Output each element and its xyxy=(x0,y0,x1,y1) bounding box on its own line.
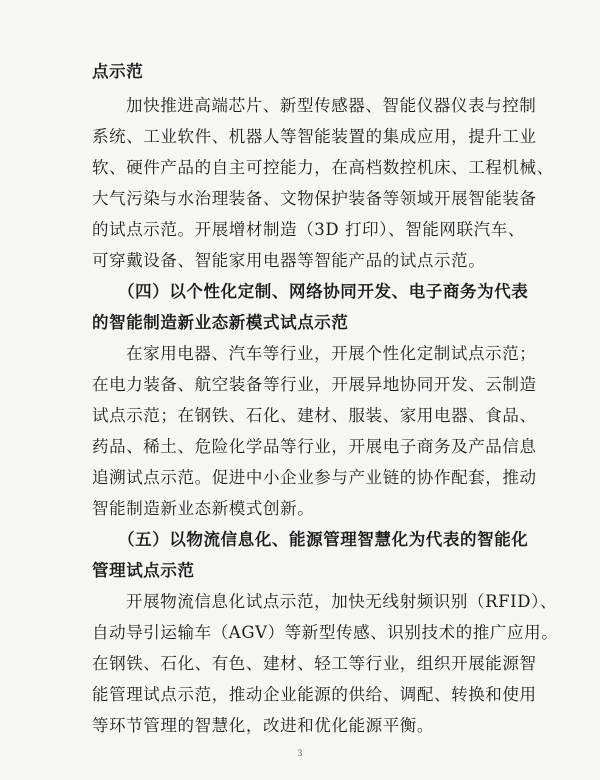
text-line: 系统、工业软件、机器人等智能装置的集成应用，提升工业 xyxy=(92,127,537,146)
text-line: 等环节管理的智慧化，改进和优化能源平衡。 xyxy=(92,716,434,735)
text-line: 药品、稀土、危险化学品等行业，开展电子商务及产品信息 xyxy=(92,437,537,456)
text-line: 开展物流信息化试点示范，加快无线射频识别（RFID）、 xyxy=(126,592,558,611)
text-line: 智能制造新业态新模式创新。 xyxy=(92,499,315,518)
text-line: 软、硬件产品的自主可控能力，在高档数控机床、工程机械、 xyxy=(92,158,554,177)
page-number: 3 xyxy=(297,748,303,758)
section-heading: 管理试点示范 xyxy=(92,561,195,580)
section-heading: （四）以个性化定制、网络协同开发、电子商务为代表 xyxy=(118,282,529,301)
section-heading: 的智能制造新业态新模式试点示范 xyxy=(92,313,349,332)
text-line: 自动导引运输车（AGV）等新型传感、识别技术的推广应用。 xyxy=(92,623,559,642)
text-line: 在钢铁、石化、有色、建材、轻工等行业，组织开展能源智 xyxy=(92,654,537,673)
text-line: 在电力装备、航空装备等行业，开展异地协同开发、云制造 xyxy=(92,375,537,394)
text-line: 可穿戴设备、智能家用电器等智能产品的试点示范。 xyxy=(92,251,486,270)
text-line: 追溯试点示范。促进中小企业参与产业链的协作配套，推动 xyxy=(92,468,537,487)
text-line: 的试点示范。开展增材制造（3D 打印）、智能网联汽车、 xyxy=(92,220,525,239)
text-line: 加快推进高端芯片、新型传感器、智能仪器仪表与控制 xyxy=(126,96,537,115)
text-line: 在家用电器、汽车等行业，开展个性化定制试点示范； xyxy=(126,344,537,363)
section-heading: （五）以物流信息化、能源管理智慧化为代表的智能化 xyxy=(118,530,529,549)
text-line: 能管理试点示范，推动企业能源的供给、调配、转换和使用 xyxy=(92,685,537,704)
text-line: 点示范 xyxy=(92,62,144,81)
text-line: 试点示范；在钢铁、石化、建材、服装、家用电器、食品、 xyxy=(92,406,537,425)
text-line: 大气污染与水治理装备、文物保护装备等领域开展智能装备 xyxy=(92,189,537,208)
